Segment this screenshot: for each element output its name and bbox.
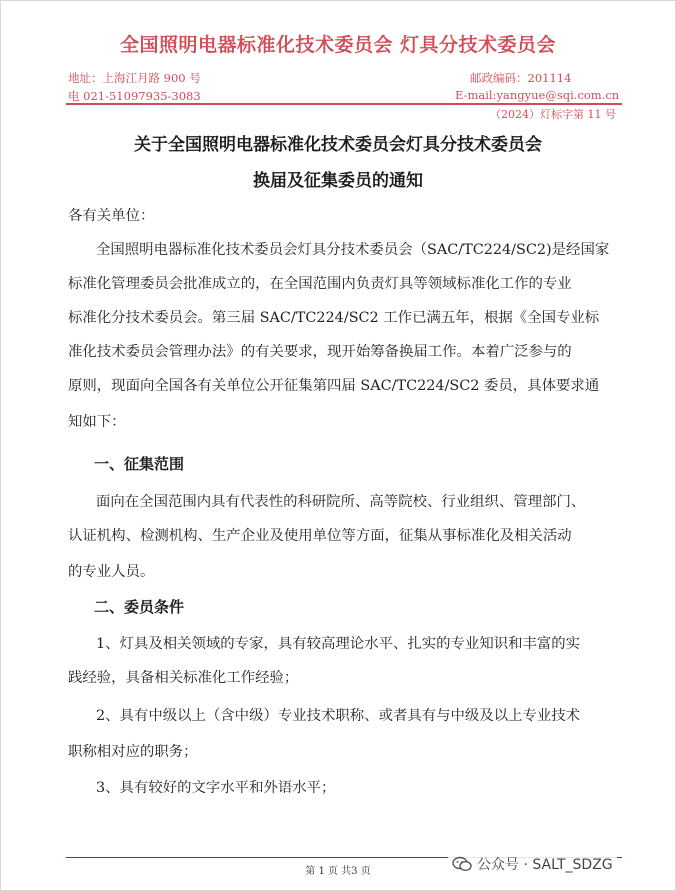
section-2-title: 二、委员条件 [94,598,185,616]
section-2-line: 2、具有中级以上（含中级）专业技术职称、或者具有与中级及以上专业技术 [96,708,581,724]
intro-line: 标准化管理委员会批准成立的，在全国范围内负责灯具等领域标准化工作的专业 [68,276,572,292]
letterhead-divider [66,103,622,105]
wechat-watermark [448,853,617,875]
intro-line: 知如下： [68,414,126,430]
section-1-line: 的专业人员。 [68,564,155,580]
address: 地址：上海江月路 900 号 [68,71,201,85]
letterhead-title: 全国照明电器标准化技术委员会 灯具分技术委员会 [119,34,557,56]
email: E-mail:yangyue@sqi.com.cn [455,88,620,102]
intro-line: 全国照明电器标准化技术委员会灯具分技术委员会（SAC/TC224/SC2)是经国家 [96,242,610,258]
section-2-line: 1、灯具及相关领域的专家，具有较高理论水平、扎实的专业知识和丰富的实 [96,636,581,652]
notice-title-line-2: 换届及征集委员的通知 [253,171,423,191]
section-2-line: 职称相对应的职务； [68,744,198,760]
phone: 电 021-51097935-3083 [68,89,201,103]
intro-line: 准化技术委员会管理办法》的有关要求，现开始筹备换届工作。本着广泛参与的 [68,344,572,360]
section-1-title: 一、征集范围 [94,455,185,473]
section-2-line: 践经验，具备相关标准化工作经验； [68,670,299,686]
notice-title-line-1: 关于全国照明电器标准化技术委员会灯具分技术委员会 [134,135,542,155]
postcode: 邮政编码：201114 [470,71,572,85]
salutation: 各有关单位： [68,208,155,224]
wechat-icon [452,856,472,872]
watermark-text: 公众号 · SALT_SDZG [477,857,613,873]
page-number: 第 1 页 共3 页 [305,866,371,877]
section-1-line: 面向在全国范围内具有代表性的科研院所、高等院校、行业组织、管理部门、 [96,494,586,510]
intro-line: 标准化分技术委员会。第三届 SAC/TC224/SC2 工作已满五年，根据《全国专业标 [68,310,600,326]
section-2-line: 3、具有较好的文字水平和外语水平； [96,780,336,796]
section-1-line: 认证机构、检测机构、生产企业及使用单位等方面，征集从事标准化及相关活动 [68,528,572,544]
document-number: （2024）灯标字第 11 号 [490,108,616,121]
intro-line: 原则，现面向全国各有关单位公开征集第四届 SAC/TC224/SC2 委员，具体要求通 [68,378,600,394]
